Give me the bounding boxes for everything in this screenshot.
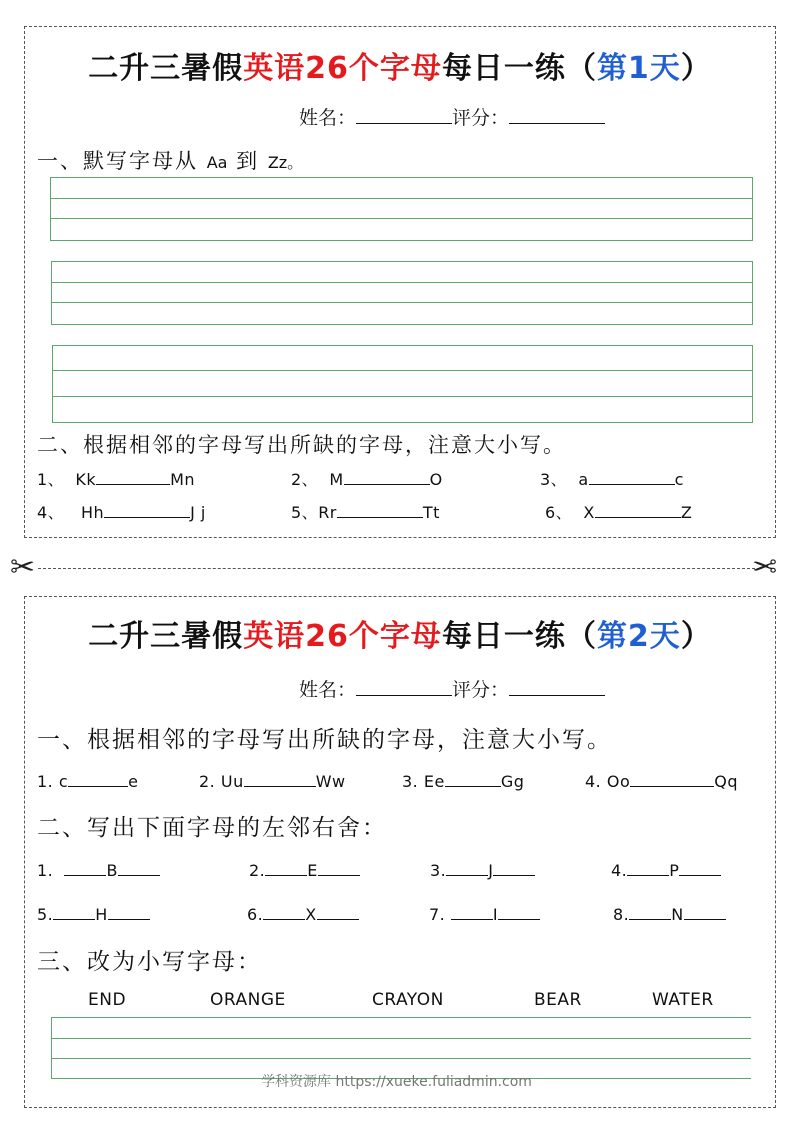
- section-2-heading: 二、根据相邻的字母写出所缺的字母，注意大小写。: [37, 433, 566, 457]
- answer-blank[interactable]: [344, 470, 430, 485]
- answer-blank[interactable]: [68, 772, 128, 787]
- name-score-row: 姓名： 评分：: [299, 103, 605, 130]
- answer-blank[interactable]: [595, 503, 681, 518]
- answer-blank[interactable]: [627, 861, 669, 876]
- exercise-item: 1、 Kk Mn: [37, 470, 196, 489]
- answer-blank[interactable]: [498, 905, 540, 920]
- answer-blank[interactable]: [629, 905, 671, 920]
- scissors-icon: ✂: [10, 550, 36, 585]
- exercise-item: 3、 a c: [540, 470, 684, 489]
- answer-blank[interactable]: [96, 470, 170, 485]
- footer-watermark: 学科资源库 https://xueke.fuliadmin.com: [261, 1074, 532, 1090]
- section-1-heading: 一、默写字母从 Aa 到 Zz。: [37, 149, 304, 173]
- exercise-item: 6、 X Z: [545, 503, 693, 522]
- worksheet-day2: [24, 596, 776, 1108]
- answer-blank[interactable]: [118, 861, 160, 876]
- neighbor-item: 8. N: [613, 905, 726, 924]
- answer-blank[interactable]: [64, 861, 106, 876]
- answer-blank[interactable]: [446, 861, 488, 876]
- page-title: 二升三暑假英语26个字母每日一练（第1天）: [88, 51, 712, 86]
- neighbor-item: 1. B: [37, 861, 160, 880]
- answer-blank[interactable]: [589, 470, 675, 485]
- name-blank[interactable]: [356, 677, 452, 696]
- word-item: CRAYON: [372, 990, 444, 1010]
- scissors-icon: ✂: [752, 550, 778, 585]
- answer-blank[interactable]: [445, 772, 501, 787]
- fill-item: 1. c e: [37, 772, 139, 791]
- cut-line: [38, 568, 755, 569]
- name-blank[interactable]: [356, 105, 452, 124]
- exercise-item: 4、 Hh J j: [37, 503, 206, 522]
- writing-lines-lowercase[interactable]: [51, 1017, 751, 1079]
- answer-blank[interactable]: [337, 503, 423, 518]
- word-item: WATER: [652, 990, 714, 1010]
- exercise-item: 5、Rr Tt: [291, 503, 440, 522]
- neighbor-item: 2. E: [249, 861, 360, 880]
- answer-blank[interactable]: [451, 905, 493, 920]
- writing-lines-2[interactable]: [51, 261, 753, 325]
- section-2-heading: 二、写出下面字母的左邻右舍：: [37, 815, 387, 841]
- answer-blank[interactable]: [263, 905, 305, 920]
- neighbor-item: 6. X: [247, 905, 359, 924]
- writing-lines-3[interactable]: [52, 345, 753, 423]
- word-item: BEAR: [534, 990, 582, 1010]
- exercise-item: 2、 M O: [291, 470, 443, 489]
- answer-blank[interactable]: [493, 861, 535, 876]
- fill-item: 2. Uu Ww: [199, 772, 346, 791]
- fill-item: 3. Ee Gg: [402, 772, 525, 791]
- answer-blank[interactable]: [104, 503, 190, 518]
- score-blank[interactable]: [509, 105, 605, 124]
- answer-blank[interactable]: [244, 772, 316, 787]
- section-1-heading: 一、根据相邻的字母写出所缺的字母，注意大小写。: [37, 727, 612, 753]
- section-3-heading: 三、改为小写字母：: [37, 949, 262, 975]
- writing-lines-1[interactable]: [50, 177, 753, 241]
- answer-blank[interactable]: [679, 861, 721, 876]
- name-score-row: 姓名： 评分：: [299, 675, 605, 702]
- score-blank[interactable]: [509, 677, 605, 696]
- answer-blank[interactable]: [630, 772, 714, 787]
- worksheet-day1: [24, 26, 776, 538]
- answer-blank[interactable]: [318, 861, 360, 876]
- word-item: ORANGE: [210, 990, 286, 1010]
- neighbor-item: 4. P: [611, 861, 721, 880]
- answer-blank[interactable]: [53, 905, 95, 920]
- neighbor-item: 5. H: [37, 905, 150, 924]
- fill-item: 4. Oo Qq: [585, 772, 738, 791]
- neighbor-item: 7. I: [429, 905, 540, 924]
- word-item: END: [88, 990, 127, 1010]
- answer-blank[interactable]: [265, 861, 307, 876]
- page-title: 二升三暑假英语26个字母每日一练（第2天）: [88, 619, 712, 654]
- answer-blank[interactable]: [108, 905, 150, 920]
- answer-blank[interactable]: [684, 905, 726, 920]
- neighbor-item: 3. J: [430, 861, 535, 880]
- answer-blank[interactable]: [317, 905, 359, 920]
